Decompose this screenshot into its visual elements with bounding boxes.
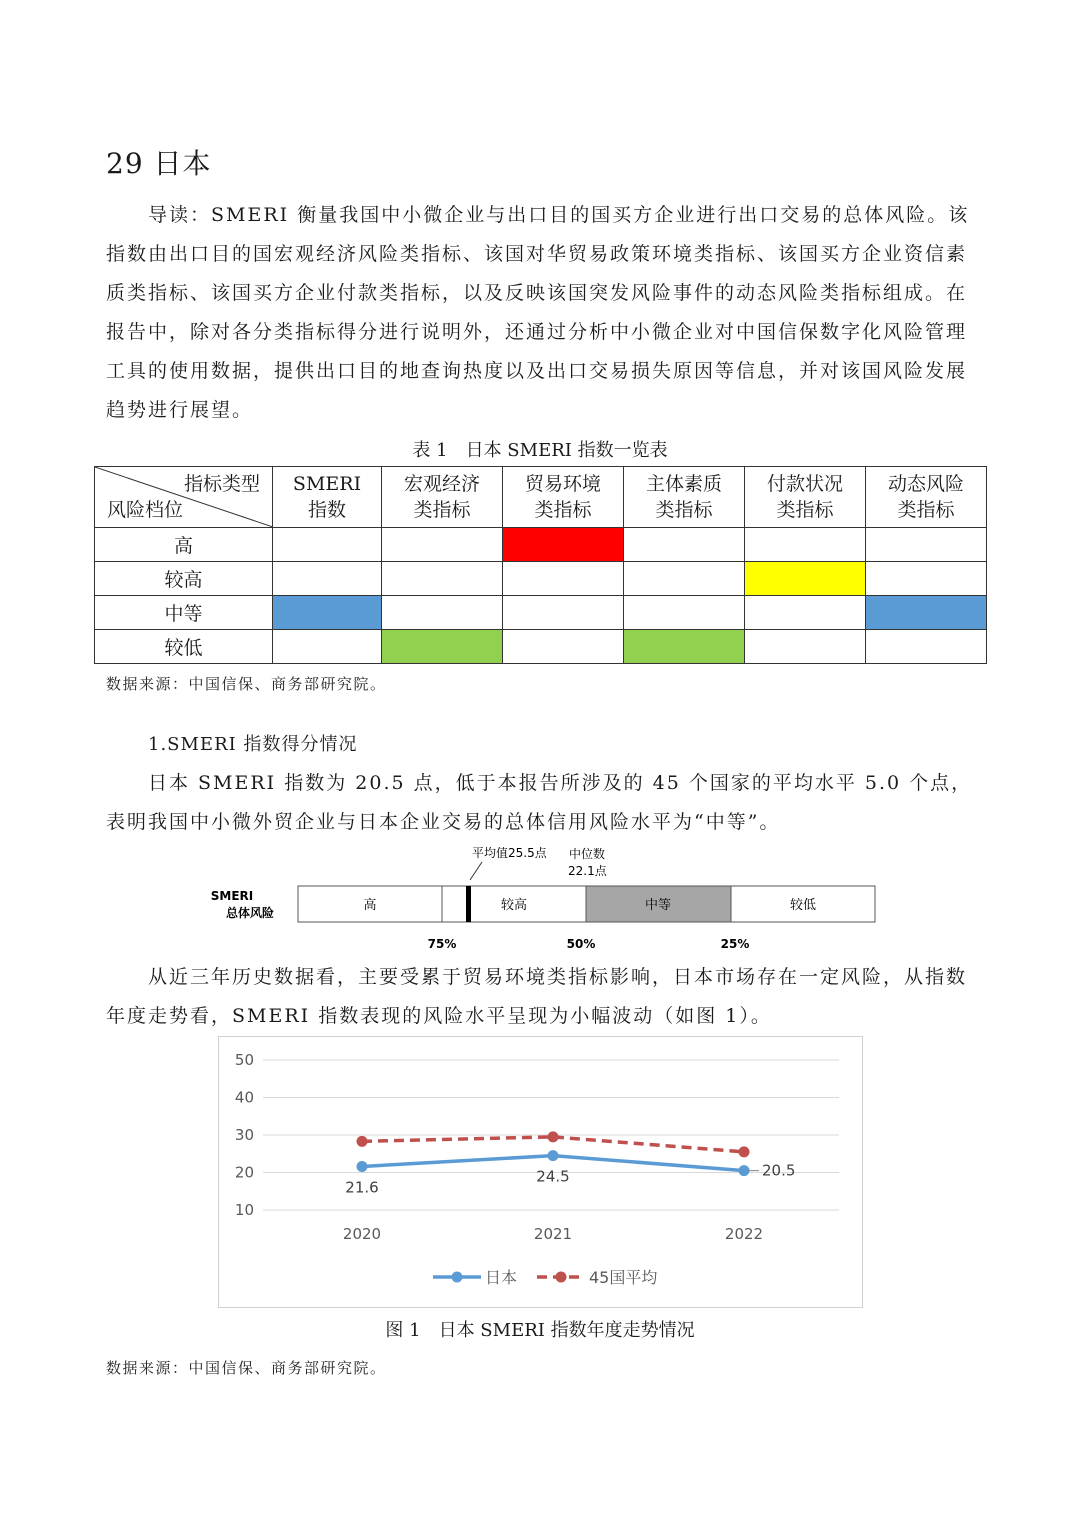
level-cell-filled — [503, 528, 624, 562]
row-label: 高 — [95, 528, 273, 562]
data-point — [739, 1146, 750, 1157]
level-cell — [382, 528, 503, 562]
level-cell — [866, 562, 987, 596]
col-header-line: 动态风险 — [887, 473, 964, 495]
x-tick-label: 2021 — [533, 1225, 573, 1243]
y-tick-label: 10 — [234, 1201, 254, 1219]
figure-caption: 图 1 日本 SMERI 指数年度走势情况 — [385, 1320, 695, 1341]
y-tick-label: 30 — [234, 1126, 254, 1144]
col-header-line: 指数 — [307, 499, 346, 521]
level-cell — [624, 528, 745, 562]
data-source-note: 数据来源：中国信保、商务部研究院。 — [106, 675, 387, 693]
level-cell-filled — [624, 630, 745, 664]
table-caption: 表 1 日本 SMERI 指数一览表 — [412, 440, 668, 461]
risk-scale-bar — [204, 842, 884, 957]
intro-paragraph: 导读：SMERI 衡量我国中小微企业与出口目的国买方企业进行出口交易的总体风险。该指数由出口目的国宏观经济风险类指标、该国对华贸易政策环境类指标、该国买方企业资信素质类指标、该国买方企业付款类指标，以及反映该国突发风险事件的动态风险类指标组成。在报告中，除对各分类指标得分进行说明外，还通过分析中小微企业对中国信保数字化风险管理工具的使用数据，提供出口目的地查询热度以及出口交易损失原因等信息，并对该国风险发展趋势进行展望。 — [106, 204, 970, 421]
median-label-1: 中位数 — [569, 847, 606, 861]
table-row — [95, 630, 987, 664]
data-label: 21.6 — [345, 1178, 379, 1197]
level-cell — [382, 596, 503, 630]
col-header-line: 类指标 — [413, 499, 471, 521]
data-source-note: 数据来源：中国信保、商务部研究院。 — [106, 1359, 387, 1377]
median-label-2: 22.1点 — [568, 864, 607, 878]
col-header-line: 类指标 — [776, 499, 834, 521]
level-cell — [503, 562, 624, 596]
col-header-line: 类指标 — [655, 499, 713, 521]
percentile-label: 25% — [720, 937, 750, 951]
level-cell-filled — [866, 596, 987, 630]
table-row — [95, 562, 987, 596]
corner-bottom-label: 风险档位 — [107, 499, 184, 521]
scale-label: 较低 — [789, 898, 817, 913]
legend-label: 45国平均 — [589, 1268, 658, 1287]
scale-label: 较高 — [500, 898, 528, 913]
legend-marker — [556, 1272, 567, 1283]
table-row — [95, 528, 987, 562]
col-header — [745, 467, 866, 528]
percentile-label: 50% — [566, 937, 596, 951]
smeri-paragraph: 日本 SMERI 指数为 20.5 点，低于本报告所涉及的 45 个国家的平均水平 5.0 个点，表明我国中小微外贸企业与日本企业交易的总体信用风险水平为“中等”。 — [106, 772, 973, 833]
subsection-heading: 1.SMERI 指数得分情况 — [148, 734, 358, 755]
table-row — [95, 596, 987, 630]
level-cell — [273, 562, 382, 596]
row-label: 较高 — [95, 562, 273, 596]
level-cell — [866, 630, 987, 664]
level-cell — [866, 528, 987, 562]
level-cell — [273, 630, 382, 664]
level-cell — [624, 596, 745, 630]
level-cell — [503, 630, 624, 664]
data-point — [357, 1161, 368, 1172]
corner-top-label: 指标类型 — [183, 473, 260, 495]
y-tick-label: 20 — [234, 1163, 254, 1182]
x-tick-label: 2020 — [342, 1225, 382, 1243]
col-header-line: 付款状况 — [766, 473, 843, 495]
scale-label: 中等 — [644, 898, 672, 913]
y-tick-label: 40 — [234, 1088, 254, 1107]
level-cell — [745, 630, 866, 664]
row-label: 较低 — [95, 630, 273, 664]
data-point — [357, 1136, 368, 1147]
percentile-label: 75% — [427, 937, 457, 951]
scale-row-label-1: SMERI — [210, 889, 254, 903]
average-pointer — [470, 862, 482, 880]
level-cell-filled — [382, 630, 503, 664]
col-header — [503, 467, 624, 528]
col-header — [382, 467, 503, 528]
level-cell — [745, 528, 866, 562]
data-label: 24.5 — [536, 1167, 570, 1186]
scale-row-label-2: 总体风险 — [225, 906, 275, 920]
level-cell — [624, 562, 745, 596]
x-tick-label: 2022 — [724, 1225, 764, 1243]
row-label: 中等 — [95, 596, 273, 630]
line-chart — [219, 1037, 862, 1307]
data-point — [548, 1150, 559, 1161]
level-cell — [382, 562, 503, 596]
table-corner-cell — [95, 467, 273, 528]
col-header — [624, 467, 745, 528]
section-title: 29 日本 — [106, 147, 212, 180]
col-header — [866, 467, 987, 528]
average-label: 平均值25.5点 — [472, 846, 547, 860]
line-chart-frame — [218, 1036, 863, 1308]
level-cell — [745, 596, 866, 630]
history-paragraph: 从近三年历史数据看，主要受累于贸易环境类指标影响，日本市场存在一定风险，从指数年度走势看，SMERI 指数表现的风险水平呈现为小幅波动（如图 1）。 — [106, 966, 968, 1027]
level-cell-filled — [745, 562, 866, 596]
col-header-line: 贸易环境 — [524, 473, 601, 495]
scale-label: 高 — [363, 898, 377, 913]
risk-table — [94, 466, 987, 664]
average-marker — [466, 886, 471, 922]
col-header-line: 类指标 — [534, 499, 592, 521]
data-point — [548, 1131, 559, 1142]
col-header-line: 宏观经济 — [403, 473, 480, 495]
level-cell — [273, 528, 382, 562]
col-header-line: 主体素质 — [645, 473, 722, 495]
col-header-line: 类指标 — [897, 499, 955, 521]
legend-label: 日本 — [485, 1268, 518, 1287]
y-tick-label: 50 — [234, 1051, 254, 1069]
legend-marker — [452, 1272, 463, 1283]
col-header-line: SMERI — [292, 473, 362, 495]
col-header — [273, 467, 382, 528]
table-header-row — [95, 467, 987, 528]
data-label: 20.5 — [762, 1161, 796, 1180]
level-cell — [503, 596, 624, 630]
level-cell-filled — [273, 596, 382, 630]
data-point — [739, 1165, 750, 1176]
